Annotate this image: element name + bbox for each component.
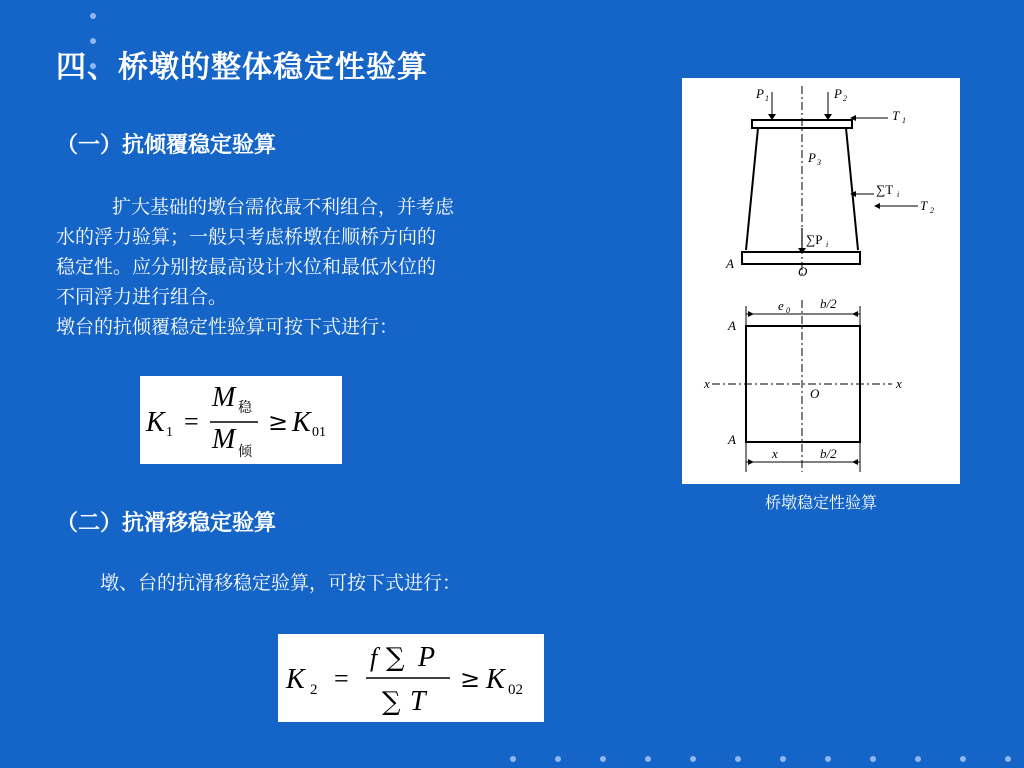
f1-rhs-sub: 01	[312, 425, 326, 440]
label-t1: T	[892, 108, 900, 123]
label-b2-top: b/2	[820, 296, 837, 311]
label-t2: T	[920, 198, 928, 213]
para-line: 稳定性。应分别按最高设计水位和最低水位的	[56, 256, 437, 278]
label-sum-ti: ∑T	[876, 182, 894, 197]
section2-paragraph: 墩、台的抗滑移稳定验算，可按下式进行：	[100, 572, 462, 594]
svg-text:=: =	[334, 664, 349, 693]
label-e0: e	[778, 298, 784, 313]
f1-den-var: M	[212, 424, 236, 455]
f1-rhs-var: K	[292, 407, 311, 438]
f2-den-var: T	[410, 686, 426, 717]
f1-num-sub: 稳	[238, 400, 252, 416]
label-p2-sub: 2	[843, 94, 847, 103]
slide-title: 四、桥墩的整体稳定性验算	[56, 50, 428, 85]
label-a-plan: A	[728, 318, 736, 333]
label-o-plan: O	[810, 386, 820, 401]
label-t1-sub: 1	[902, 116, 906, 125]
pier-stability-figure	[682, 78, 960, 484]
label-o-top: O	[798, 264, 808, 279]
label-e0-sub: 0	[786, 306, 790, 315]
label-sum-ti-sub: i	[897, 190, 900, 199]
para-line: 水的浮力验算；一般只考虑桥墩在顺桥方向的	[56, 226, 437, 248]
label-x-left: x	[704, 376, 710, 391]
label-x-dim: x	[772, 446, 778, 461]
label-t2-sub: 2	[930, 206, 934, 215]
f2-den-sigma: ∑	[382, 687, 401, 717]
f2-lhs-sub: 2	[310, 682, 318, 698]
label-p3-sub: 3	[817, 158, 821, 167]
label-p1: P	[756, 86, 764, 101]
formula-sliding	[278, 634, 544, 722]
label-p2: P	[834, 86, 842, 101]
label-p3: P	[808, 150, 816, 165]
f1-num-var: M	[212, 382, 236, 413]
f2-rhs-sub: 02	[508, 682, 523, 698]
label-b2-bottom: b/2	[820, 446, 837, 461]
f2-num-sigma: ∑	[386, 643, 405, 673]
figure-caption: 桥墩稳定性验算	[764, 493, 877, 512]
formula-overturning-svg	[140, 376, 342, 464]
section1-heading: （一）抗倾覆稳定验算	[56, 132, 277, 158]
label-sum-pi: ∑P	[806, 232, 823, 247]
label-a-plan2: A	[728, 432, 736, 447]
para-line: 不同浮力进行组合。	[56, 286, 228, 308]
f2-num-var: P	[418, 642, 436, 673]
section2-heading: （二）抗滑移稳定验算	[56, 510, 277, 536]
f2-rhs-var: K	[486, 664, 505, 695]
label-x-right: x	[896, 376, 902, 391]
formula-sliding-svg	[278, 634, 544, 722]
pier-diagram-svg	[682, 78, 960, 484]
f1-lhs-sub: 1	[166, 425, 173, 440]
formula-overturning	[140, 376, 342, 464]
para-line: 扩大基础的墩台需依最不利组合，并考虑	[112, 196, 455, 218]
para-line: 墩台的抗倾覆稳定性验算可按下式进行：	[56, 316, 399, 338]
label-sum-pi-sub: i	[826, 240, 829, 249]
svg-text:=: =	[184, 407, 199, 436]
label-p1-sub: 1	[765, 94, 769, 103]
label-a-top: A	[726, 256, 734, 271]
section1-paragraph	[56, 192, 576, 342]
f1-den-sub: 倾	[238, 444, 252, 460]
f2-lhs-var: K	[286, 664, 305, 695]
svg-text:≥: ≥	[268, 408, 289, 436]
svg-text:≥: ≥	[460, 665, 481, 693]
f1-lhs-var: K	[146, 407, 165, 438]
f2-num-f: f	[370, 643, 378, 672]
